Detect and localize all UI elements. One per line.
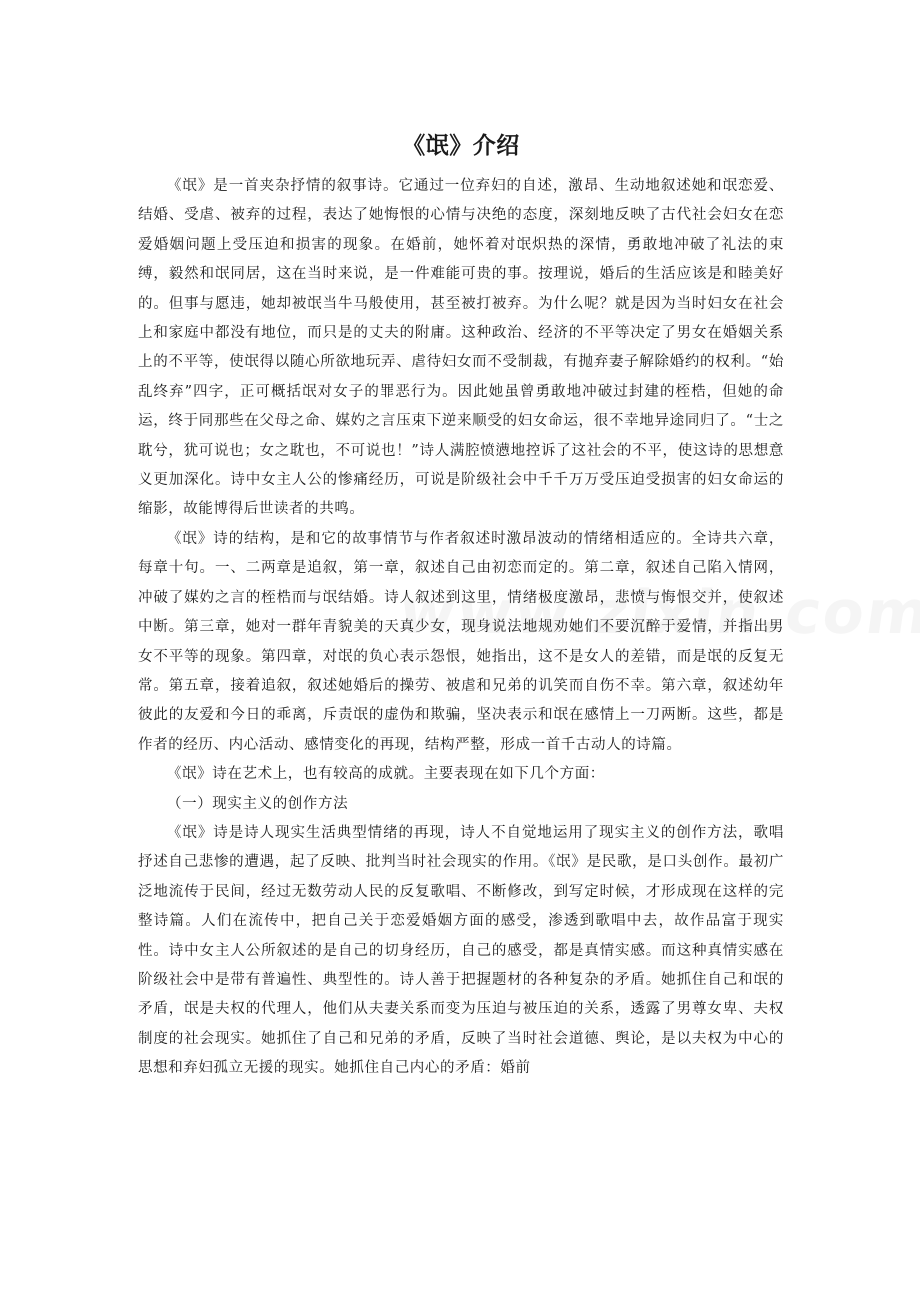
- paragraph-1: 《氓》是一首夹杂抒情的叙事诗。它通过一位弃妇的自述，激昂、生动地叙述她和氓恋爱、结婚、受虐、被弃的过程，表达了她悔恨的心情与决绝的态度，深刻地反映了古代社会妇女在恋爱婚姻问题上受压迫和损害的现象。在婚前，她怀着对氓炽热的深情，勇敢地冲破了礼法的束缚，毅然和氓同居，这在当时来说，是一件难能可贵的事。按理说，婚后的生活应该是和睦美好的。但事与愿违，她却被氓当牛马般使用，甚至被打被弃。为什么呢？就是因为当时妇女在社会上和家庭中都没有地位，而只是的丈夫的附庸。这种政治、经济的不平等决定了男女在婚姻关系上的不平等，使氓得以随心所欲地玩弄、虐待妇女而不受制裁，有抛弃妻子解除婚约的权利。“始乱终弃”四字，正可概括氓对女子的罪恶行为。因此她虽曾勇敢地冲破过封建的桎梏，但她的命运，终于同那些在父母之命、媒妁之言压束下逆来顺受的妇女命运，很不幸地异途同归了。“士之耽兮，犹可说也；女之耽也，不可说也！”诗人满腔愤懑地控诉了这社会的不平，使这诗的思想意义更加深化。诗中女主人公的惨痛经历，可说是阶级社会中千千万万受压迫受损害的妇女命运的缩影，故能博得后世读者的共鸣。: [138, 178, 784, 518]
- paragraph-2: 《氓》诗的结构，是和它的故事情节与作者叙述时激昂波动的情绪相适应的。全诗共六章，每章十句。一、二两章是追叙，第一章，叙述自己由初恋而定的。第二章，叙述自己陷入情网，冲破了媒妁之言的桎梏而与氓结婚。诗人叙述到这里，情绪极度激昂，悲愤与悔恨交并，使叙述中断。第三章，她对一群年青貌美的天真少女，现身说法地规劝她们不要沉醉于爱情，并指出男女不平等的现象。第四章，对氓的负心表示怨恨，她指出，这不是女人的差错，而是氓的反复无常。第五章，接着追叙，叙述她婚后的操劳、被虐和兄弟的讥笑而自伤不幸。第六章，叙述幼年彼此的友爱和今日的乖离，斥责氓的虚伪和欺骗，坚决表示和氓在感情上一刀两断。这些，都是作者的经历、内心活动、感情变化的再现，结构严整，形成一首千古动人的诗篇。: [138, 530, 784, 753]
- document-page: [138, 128, 784, 1084]
- section-heading-1: （一）现实主义的创作方法: [167, 795, 349, 812]
- paragraph-3: 《氓》诗在艺术上，也有较高的成就。主要表现在如下几个方面：: [167, 766, 605, 783]
- paragraph-4: 《氓》诗是诗人现实生活典型情绪的再现，诗人不自觉地运用了现实主义的创作方法，歌唱抒述自己悲惨的遭遇，起了反映、批判当时社会现实的作用。《氓》是民歌，是口头创作。最初广泛地流传于民间，经过无数劳动人民的反复歌唱、不断修改，到写定时候，才形成现在这样的完整诗篇。人们在流传中，把自己关于恋爱婚姻方面的感受，渗透到歌唱中去，故作品富于现实性。诗中女主人公所叙述的是自己的切身经历，自己的感受，都是真情实感。而这种真情实感在阶级社会中是带有普遍性、典型性的。诗人善于把握题材的各种复杂的矛盾。她抓住自己和氓的矛盾，氓是夫权的代理人，他们从夫妻关系而变为压迫与被压迫的关系，透露了男尊女卑、夫权制度的社会现实。她抓住了自己和兄弟的矛盾，反映了当时社会道德、舆论，是以夫权为中心的思想和弃妇孤立无援的现实。她抓住自己内心的矛盾：婚前: [138, 824, 784, 1077]
- document-title: 《氓》介绍: [402, 133, 520, 159]
